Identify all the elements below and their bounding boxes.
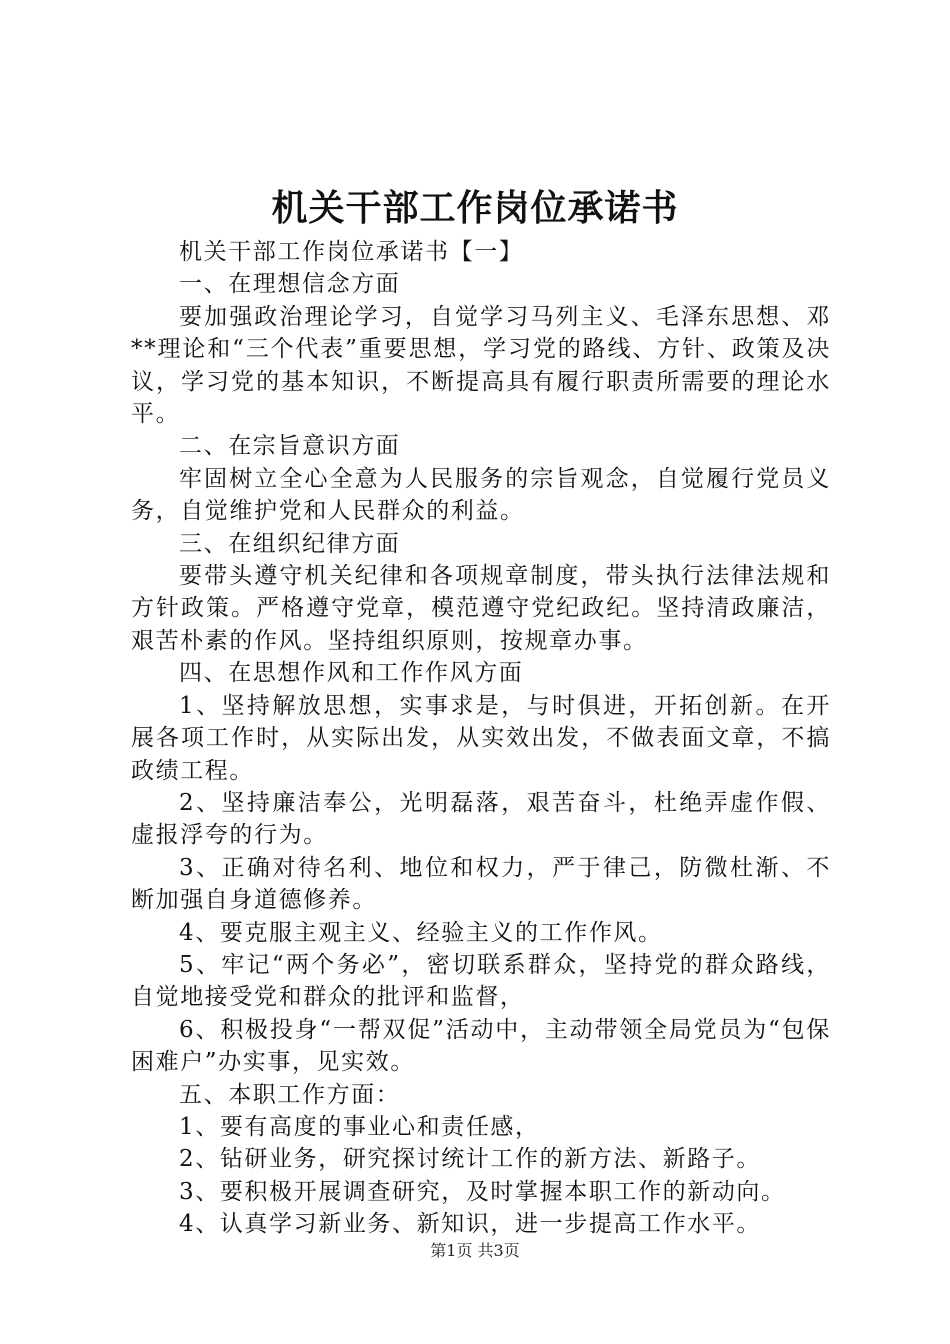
subsection-heading: 二、在宗旨意识方面 (179, 433, 401, 460)
list-item: 2、坚持廉洁奉公，光明磊落，艰苦奋斗，杜绝弄虚作假、虚报浮夸的行为。 (131, 789, 831, 849)
list-item: 5、牢记“两个务必”，密切联系群众，坚持党的群众路线，自觉地接受党和群众的批评和监督， (131, 951, 831, 1011)
body-paragraph: 要加强政治理论学习，自觉学习马列主义、毛泽东思想、邓**理论和“三个代表”重要思想，学习党的路线、方针、政策及决议，学习党的基本知识，不断提高具有履行职责所需要的理论水平。 (131, 303, 831, 428)
subsection-heading: 四、在思想作风和工作作风方面 (179, 660, 524, 687)
subsection-heading: 一、在理想信念方面 (179, 271, 401, 298)
list-item: 1、坚持解放思想，实事求是，与时俱进，开拓创新。在开展各项工作时，从实际出发，从实效出发，不做表面文章，不搞政绩工程。 (131, 692, 831, 784)
document-title: 机关干部工作岗位承诺书 (271, 187, 679, 229)
body-paragraph: 要带头遵守机关纪律和各项规章制度，带头执行法律法规和方针政策。严格遵守党章，模范遵守党纪政纪。坚持清政廉洁，艰苦朴素的作风。坚持组织原则，按规章办事。 (131, 563, 831, 654)
document-body (131, 236, 831, 1241)
page-footer: 第1页 共3页 (430, 1241, 520, 1260)
list-item: 6、积极投身“一帮双促”活动中，主动带领全局党员为“包保困难户”办实事，见实效。 (131, 1016, 831, 1076)
list-item: 3、要积极开展调查研究，及时掌握本职工作的新动向。 (179, 1178, 786, 1205)
list-item: 4、要克服主观主义、经验主义的工作作风。 (179, 919, 663, 946)
list-item: 3、正确对待名利、地位和权力，严于律己，防微杜渐、不断加强自身道德修养。 (131, 854, 831, 914)
body-paragraph: 牢固树立全心全意为人民服务的宗旨观念，自觉履行党员义务，自觉维护党和人民群众的利益。 (131, 465, 831, 525)
list-item: 1、要有高度的事业心和责任感， (179, 1113, 540, 1140)
section-heading: 机关干部工作岗位承诺书【一】 (179, 239, 524, 265)
subsection-heading: 三、在组织纪律方面 (179, 530, 401, 557)
subsection-heading: 五、本职工作方面： (179, 1081, 401, 1108)
list-item: 2、钻研业务，研究探讨统计工作的新方法、新路子。 (179, 1146, 762, 1173)
list-item: 4、认真学习新业务、新知识，进一步提高工作水平。 (179, 1211, 762, 1238)
